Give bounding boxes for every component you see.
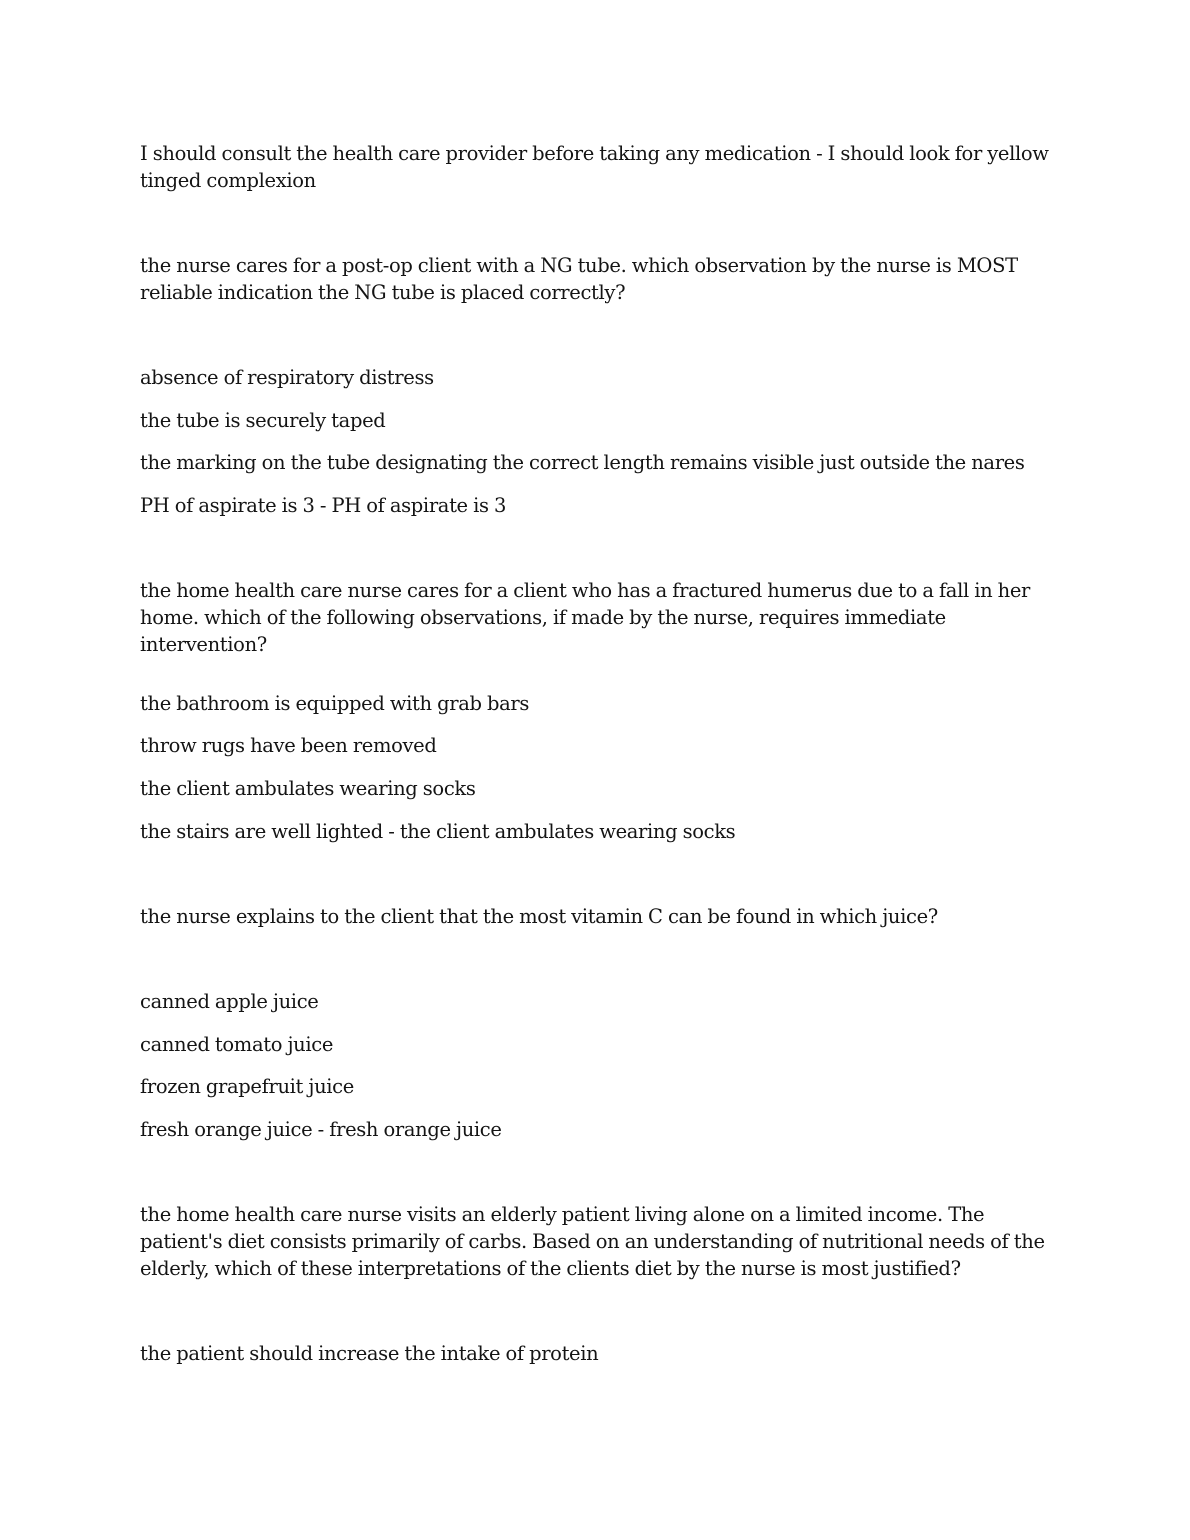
option-text: the patient should increase the intake of protein: [140, 1342, 599, 1365]
question-text: the home health care nurse cares for a client who has a fractured humerus due to a fall in her home. which of the following observations, if made by the nurse, requires immediate intervention?: [140, 579, 1031, 656]
option-text: canned apple juice: [140, 990, 319, 1013]
option-text: the client ambulates wearing socks: [140, 777, 476, 800]
option-text: the stairs are well lighted - the client ambulates wearing socks: [140, 820, 736, 843]
option-text: fresh orange juice - fresh orange juice: [140, 1118, 502, 1141]
question-text: the home health care nurse visits an elderly patient living alone on a limited income. The patient's diet consists primarily of carbs. Based on an understanding of nutritional needs of the elderly, which of these interpretations of the clients diet by the nurse is most justified?: [140, 1203, 1045, 1280]
answer-text: I should consult the health care provider before taking any medication - I should look for yellow tinged complexion: [140, 142, 1049, 192]
question-text: the nurse cares for a post-op client with a NG tube. which observation by the nurse is MOST reliable indication the NG tube is placed correctly?: [140, 254, 1018, 304]
option-text: the tube is securely taped: [140, 409, 386, 432]
question-text: the nurse explains to the client that the most vitamin C can be found in which juice?: [140, 905, 938, 928]
option-text: canned tomato juice: [140, 1033, 334, 1056]
option-text: throw rugs have been removed: [140, 734, 437, 757]
option-text: PH of aspirate is 3 - PH of aspirate is 3: [140, 494, 507, 517]
option-text: the bathroom is equipped with grab bars: [140, 692, 529, 715]
option-text: absence of respiratory distress: [140, 366, 434, 389]
option-text: the marking on the tube designating the correct length remains visible just outside the nares: [140, 451, 1025, 474]
option-text: frozen grapefruit juice: [140, 1075, 354, 1098]
